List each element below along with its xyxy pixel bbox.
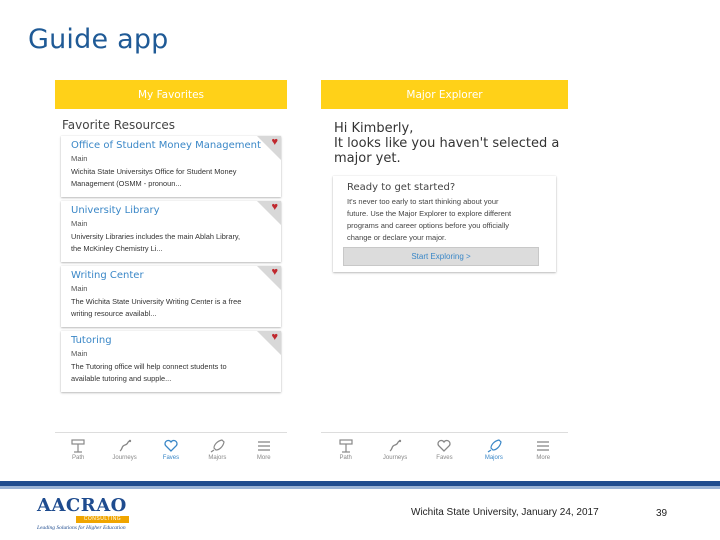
favorite-card-description (71, 166, 265, 190)
logo-consulting-bar: CONSULTING (76, 516, 129, 523)
favorite-card-tutoring[interactable] (61, 331, 281, 392)
favorite-card-subtitle: Main (71, 219, 88, 228)
hamburger-menu-icon (534, 438, 552, 454)
favorite-card-desc-line-1: The Tutoring office will help connect students to (71, 362, 227, 371)
major-explorer-screen (321, 80, 568, 466)
tab-label: Faves (436, 455, 453, 461)
tab-journeys[interactable] (105, 438, 145, 461)
favorites-header: My Favorites (55, 80, 287, 109)
favorite-card-money-management[interactable] (61, 136, 281, 197)
tab-majors[interactable] (474, 438, 514, 461)
favorite-card-subtitle: Main (71, 154, 88, 163)
favorite-card-library[interactable] (61, 201, 281, 262)
major-tab-bar (321, 432, 568, 466)
signpost-icon (337, 438, 355, 454)
favorite-card-writing-center[interactable] (61, 266, 281, 327)
favorite-card-desc-line-1: Wichita State Universitys Office for Student Money (71, 167, 237, 176)
get-started-body-line-1: It's never too early to start thinking about your (347, 197, 499, 206)
favorite-card-subtitle: Main (71, 349, 88, 358)
favorite-card-title: University Library (71, 205, 160, 216)
page-number: 39 (656, 508, 668, 519)
favorite-card-title: Office of Student Money Management (71, 140, 261, 151)
heart-icon[interactable]: ♥ (271, 201, 278, 213)
tab-label: Majors (484, 455, 503, 461)
greeting-text (334, 121, 568, 166)
favorite-card-description (71, 231, 265, 255)
slide-title: Guide app (28, 24, 169, 55)
tab-majors[interactable] (197, 438, 237, 461)
favorite-card-title: Writing Center (71, 270, 144, 281)
favorites-tab-bar (55, 432, 287, 466)
get-started-body-line-3: programs and career options before you officially (347, 221, 510, 230)
tab-label: Path (339, 455, 352, 461)
tab-faves[interactable] (151, 438, 191, 461)
favorite-card-subtitle: Main (71, 284, 88, 293)
heart-icon[interactable]: ♥ (271, 136, 278, 148)
get-started-body (347, 196, 548, 244)
footer-rule-accent (0, 486, 720, 489)
aacrao-logo (37, 495, 137, 537)
favorite-card-description (71, 361, 265, 385)
tab-label: Journeys (382, 455, 408, 461)
rocket-icon (485, 438, 503, 454)
tab-label: More (256, 455, 271, 461)
tab-path[interactable] (58, 438, 98, 461)
tab-path[interactable] (326, 438, 366, 461)
heart-outline-icon (435, 438, 453, 454)
favorite-card-desc-line-1: University Libraries includes the main Ablah Library, (71, 232, 241, 241)
footer-caption: Wichita State University, January 24, 2017 (411, 507, 599, 518)
start-exploring-button[interactable]: Start Exploring > (343, 247, 539, 266)
signpost-icon (69, 438, 87, 454)
logo-tagline: Leading Solutions for Higher Education (37, 525, 126, 531)
hamburger-menu-icon (255, 438, 273, 454)
tab-more[interactable] (244, 438, 284, 461)
tab-label: More (536, 455, 551, 461)
heart-icon[interactable]: ♥ (271, 331, 278, 343)
favorite-card-title: Tutoring (71, 335, 112, 346)
favorite-card-desc-line-2: the McKinley Chemistry Li... (71, 244, 163, 253)
get-started-body-line-2: future. Use the Major Explorer to explore different (347, 209, 512, 218)
favorites-section-heading: Favorite Resources (62, 118, 176, 132)
tab-label: Faves (162, 455, 180, 461)
greeting-line-3: major yet. (334, 151, 401, 166)
get-started-title: Ready to get started? (347, 182, 456, 193)
heart-icon[interactable]: ♥ (271, 266, 278, 278)
greeting-line-2: It looks like you haven't selected a (334, 136, 560, 151)
get-started-body-line-4: change or declare your major. (347, 233, 447, 242)
tab-more[interactable] (523, 438, 563, 461)
favorite-card-desc-line-1: The Wichita State University Writing Center is a free (71, 297, 242, 306)
favorite-card-description (71, 296, 265, 320)
favorites-screen (55, 80, 287, 466)
tab-faves[interactable] (424, 438, 464, 461)
journey-icon (116, 438, 134, 454)
logo-wordmark: AACRAO (37, 495, 127, 516)
tab-label: Majors (208, 455, 227, 461)
tab-label: Journeys (112, 455, 137, 461)
rocket-icon (208, 438, 226, 454)
heart-outline-icon (162, 438, 180, 454)
favorite-card-desc-line-2: writing resource availabl... (71, 309, 157, 318)
journey-icon (386, 438, 404, 454)
favorite-card-desc-line-2: Management (OSMM - pronoun... (71, 179, 182, 188)
favorite-card-desc-line-2: available tutoring and supple... (71, 374, 172, 383)
get-started-card (333, 176, 556, 272)
tab-label: Path (72, 455, 85, 461)
tab-journeys[interactable] (375, 438, 415, 461)
major-explorer-header: Major Explorer (321, 80, 568, 109)
greeting-line-1: Hi Kimberly, (334, 121, 414, 136)
